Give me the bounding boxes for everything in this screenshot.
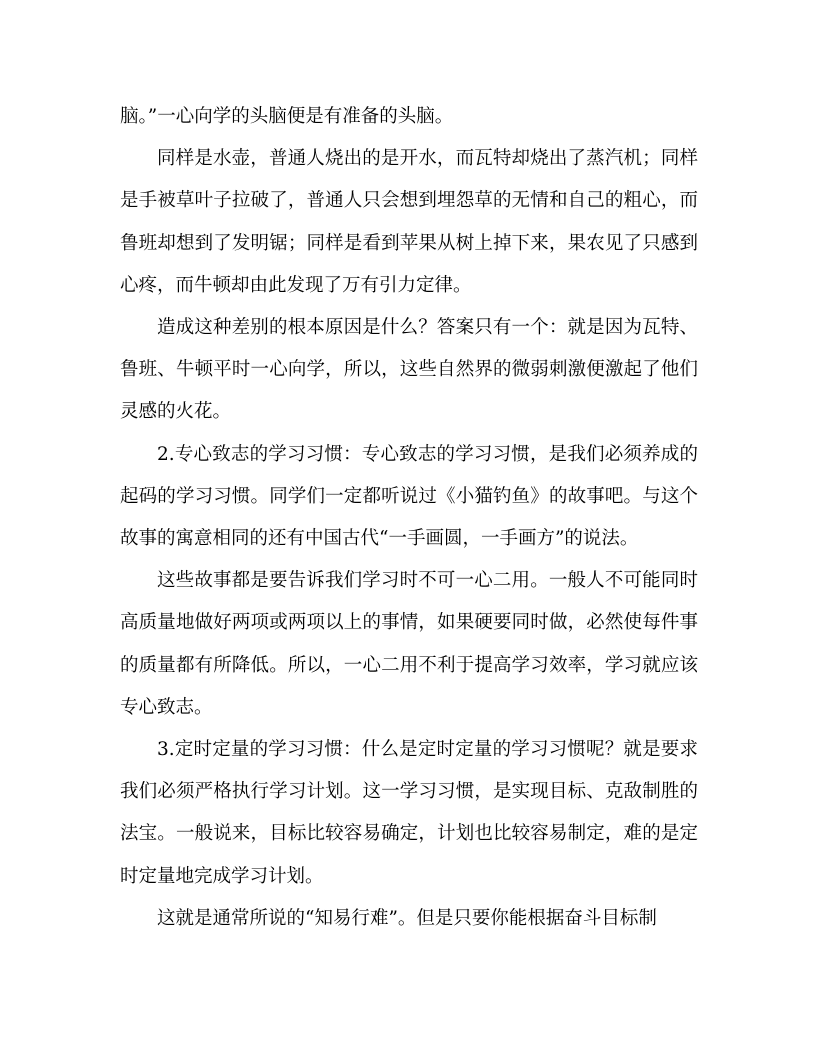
paragraph-focus-explanation: 这些故事都是要告诉我们学习时不可一心二用。一般人不可能同时高质量地做好两项或两项以上的事情，如果硬要同时做，必然使每件事的质量都有所降低。所以，一心二用不利于提高学习效率，学习就应该专心致志。 [120, 570, 698, 718]
paragraph-knowing-doing: 这就是通常所说的“知易行难”。但是只要你能根据奋斗目标制 [157, 907, 657, 929]
document-body [120, 96, 698, 940]
paragraph-scheduled-habit: 3.定时定量的学习习惯：什么是定时定量的学习习惯呢？就是要求我们必须严格执行学习计划。这一学习习惯，是实现目标、克敌制胜的法宝。一般说来，目标比较容易确定，计划也比较容易制定，难的是定时定量地完成学习计划。 [120, 739, 698, 887]
paragraph-root-cause: 造成这种差别的根本原因是什么？答案只有一个：就是因为瓦特、鲁班、牛顿平时一心向学，所以，这些自然界的微弱刺激便激起了他们灵感的火花。 [120, 317, 698, 423]
paragraph-examples: 同样是水壶，普通人烧出的是开水，而瓦特却烧出了蒸汽机；同样是手被草叶子拉破了，普通人只会想到埋怨草的无情和自己的粗心，而鲁班却想到了发明锯；同样是看到苹果从树上掉下来，果农见了只感到心疼，而牛顿却由此发现了万有引力定律。 [120, 148, 698, 296]
paragraph-focus-habit: 2.专心致志的学习习惯：专心致志的学习习惯，是我们必须养成的起码的学习习惯。同学们一定都听说过《小猫钓鱼》的故事吧。与这个故事的寓意相同的还有中国古代“一手画圆，一手画方”的说法。 [120, 443, 698, 550]
paragraph-continuation: 脑。”一心向学的头脑便是有准备的头脑。 [120, 106, 454, 127]
